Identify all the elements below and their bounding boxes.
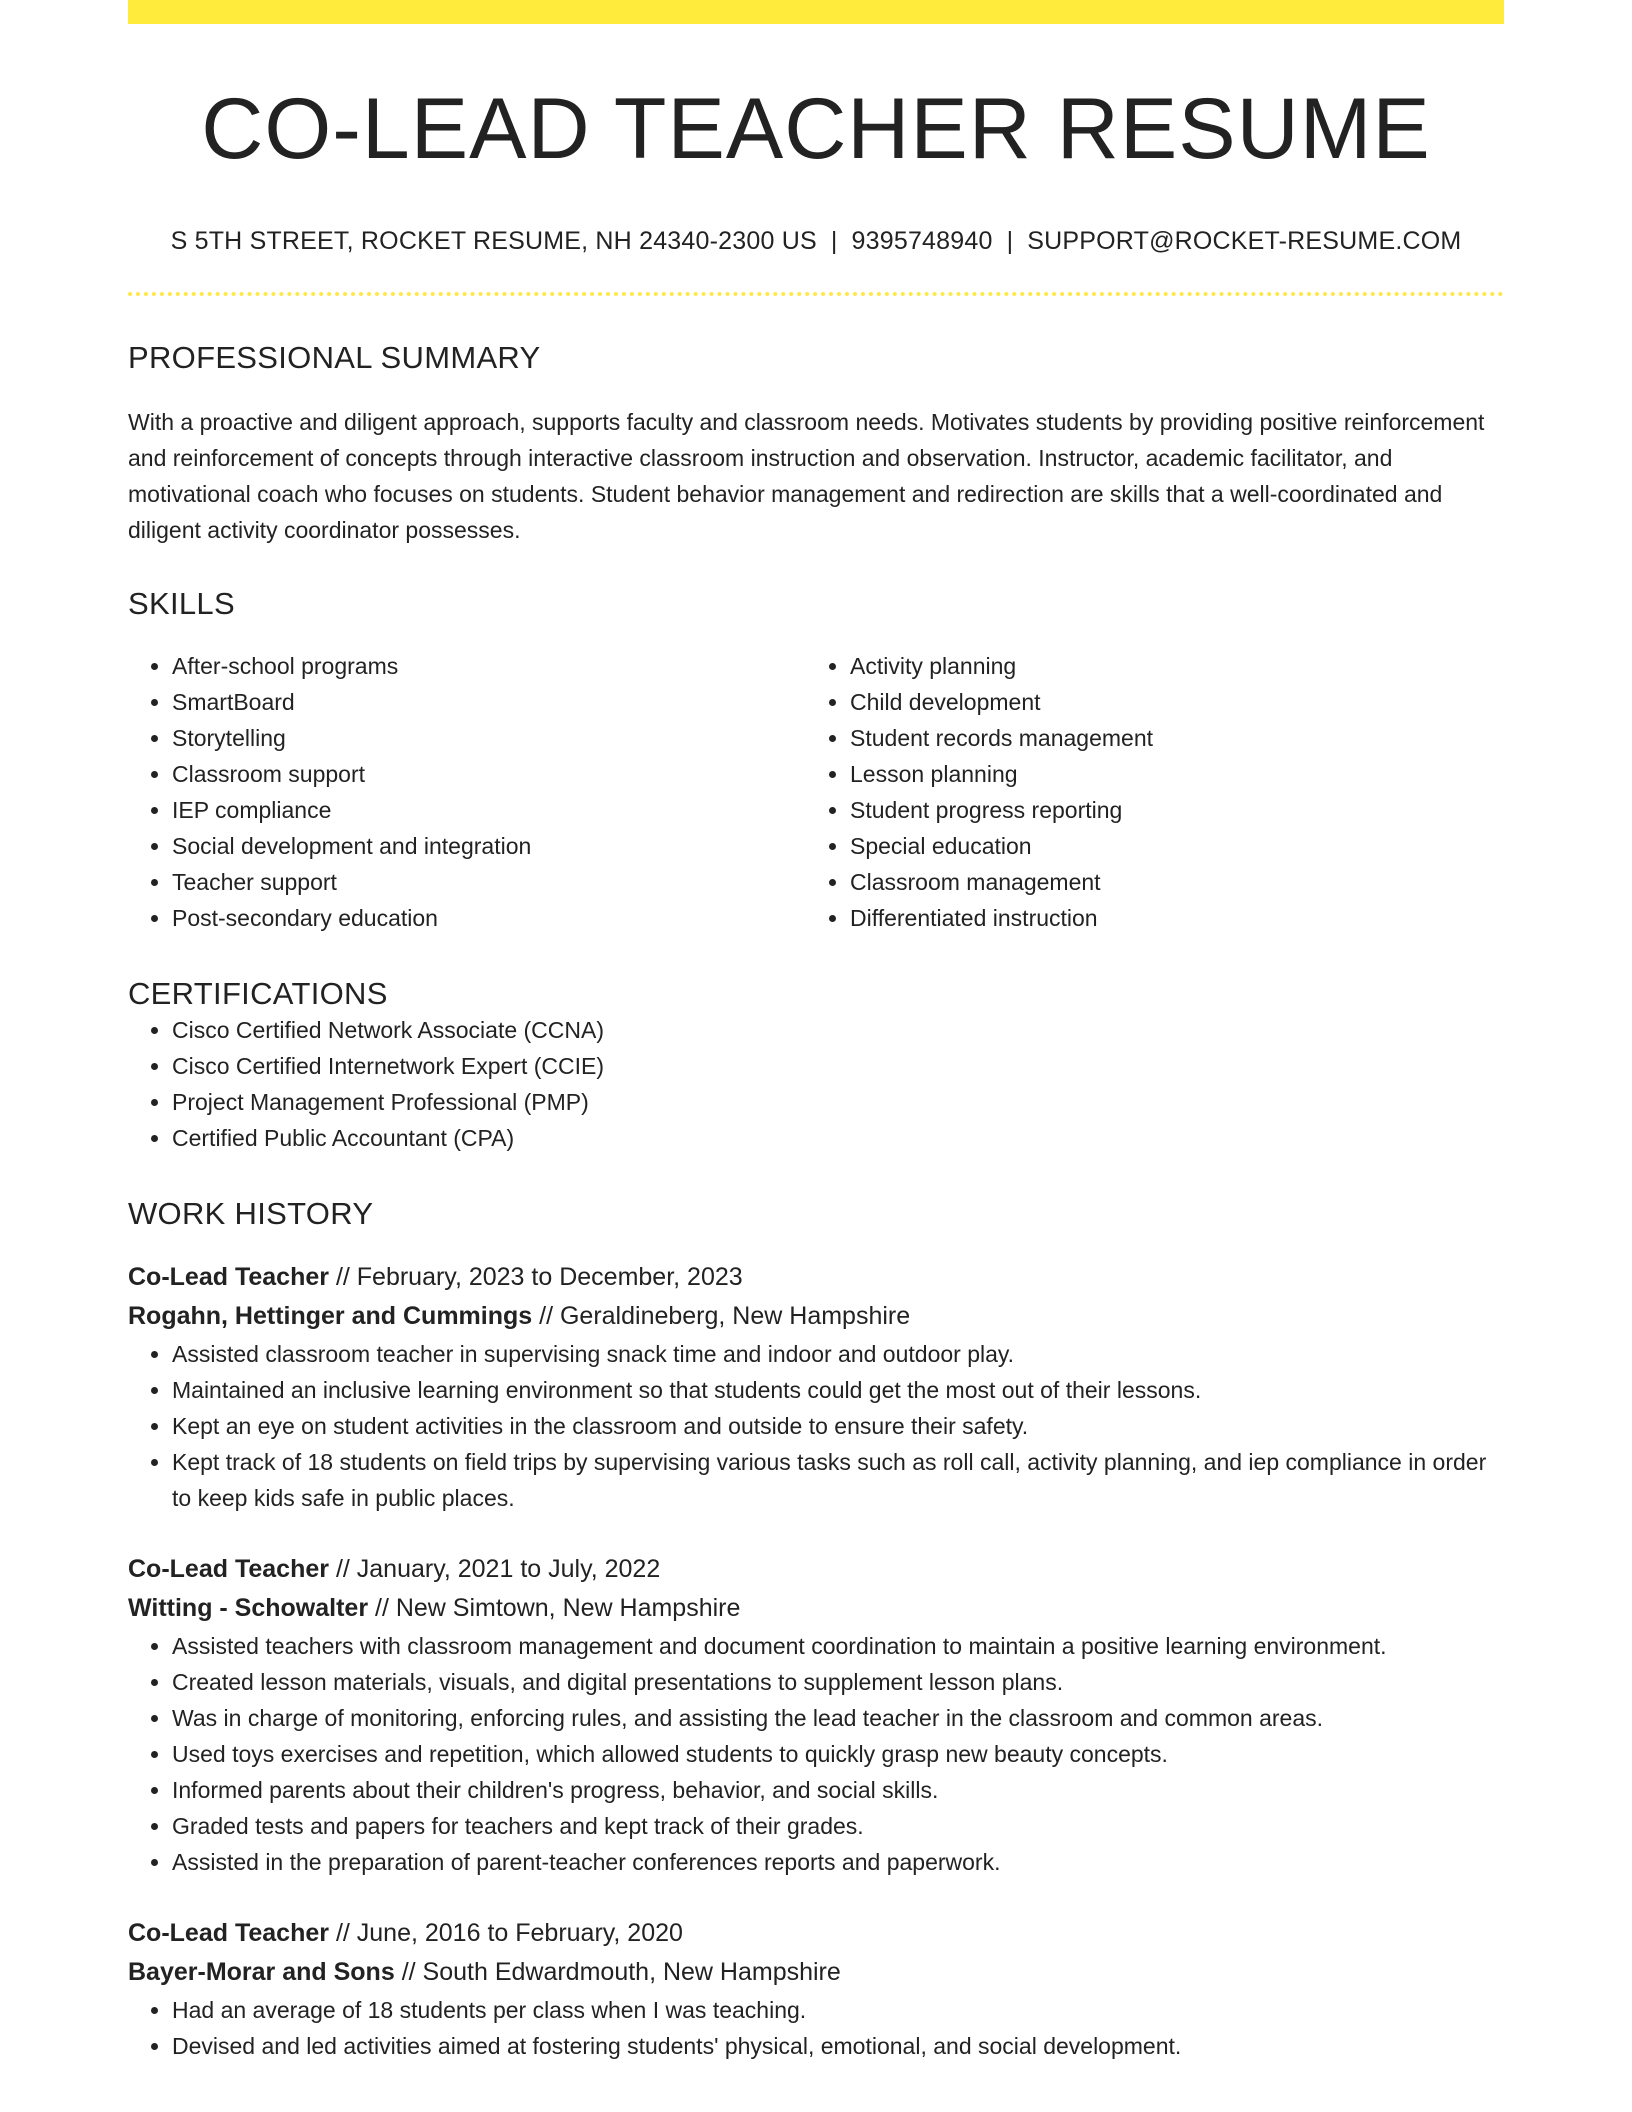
resume-title: CO-LEAD TEACHER RESUME [201, 81, 1431, 177]
contact-email: SUPPORT@ROCKET-RESUME.COM [1027, 226, 1462, 255]
job-bullet: • Kept track of 18 students on field trips by supervising various tasks such as roll call, activity planning, and iep compliance in order to keep kids safe in public places. [172, 1444, 1504, 1516]
summary-heading: PROFESSIONAL SUMMARY [128, 339, 541, 375]
skills-right-list [806, 648, 1484, 936]
contact-phone: 9395748940 [851, 226, 993, 255]
job-bullets [128, 1992, 1504, 2064]
contact-address: S 5TH STREET, ROCKET RESUME, NH 24340-2300 US [170, 226, 817, 255]
skill-item: • Storytelling [172, 720, 806, 756]
contact-line [128, 227, 1504, 256]
contact-separator: | [1006, 226, 1014, 255]
job-dates: // February, 2023 to December, 2023 [335, 1262, 743, 1291]
skill-item: • Social development and integration [172, 828, 806, 864]
job-location: // South Edwardmouth, New Hampshire [401, 1957, 841, 1986]
job-entry [128, 1914, 1504, 2064]
job-bullet: • Kept an eye on student activities in the classroom and outside to ensure their safety. [172, 1408, 1504, 1444]
skills-left-list [128, 648, 806, 936]
job-bullet: • Assisted classroom teacher in supervising snack time and indoor and outdoor play. [172, 1336, 1504, 1372]
job-title-line [128, 1550, 1504, 1589]
job-bullet: • Assisted teachers with classroom management and document coordination to maintain a positive learning environment. [172, 1628, 1504, 1664]
job-bullet: • Graded tests and papers for teachers and kept track of their grades. [172, 1808, 1504, 1844]
skill-item: • Student records management [850, 720, 1484, 756]
certification-item: • Project Management Professional (PMP) [172, 1084, 1504, 1120]
job-bullets [128, 1336, 1504, 1516]
skill-item: • After-school programs [172, 648, 806, 684]
job-title: Co-Lead Teacher [128, 1262, 329, 1291]
work-history-list [128, 1258, 1504, 2064]
skill-item: • IEP compliance [172, 792, 806, 828]
job-bullet: • Maintained an inclusive learning environment so that students could get the most out of their lessons. [172, 1372, 1504, 1408]
certification-item: • Cisco Certified Internetwork Expert (CCIE) [172, 1048, 1504, 1084]
certifications-list [128, 1012, 1504, 1156]
skills-heading: SKILLS [128, 585, 235, 621]
job-company: Bayer-Morar and Sons [128, 1957, 395, 1986]
job-title: Co-Lead Teacher [128, 1554, 329, 1583]
summary-text: With a proactive and diligent approach, supports faculty and classroom needs. Motivates students by providing positive reinforcement and reinforcement of concepts through interactive classroom instruction and observation. Instructor, academic facilitator, and motivational coach who focuses on students. Student behavior management and redirection are skills that a well-coordinated and diligent activity coordinator possesses. [128, 408, 1485, 543]
skill-item: • Differentiated instruction [850, 900, 1484, 936]
skill-item: • Teacher support [172, 864, 806, 900]
dotted-divider [128, 292, 1504, 296]
job-location: // Geraldineberg, New Hampshire [539, 1301, 911, 1330]
job-bullet: • Used toys exercises and repetition, which allowed students to quickly grasp new beauty concepts. [172, 1736, 1504, 1772]
skill-item: • SmartBoard [172, 684, 806, 720]
job-entry [128, 1550, 1504, 1880]
job-company: Witting - Schowalter [128, 1593, 369, 1622]
skill-item: • Child development [850, 684, 1484, 720]
certification-item: • Certified Public Accountant (CPA) [172, 1120, 1504, 1156]
skills-grid [128, 648, 1504, 936]
skill-item: • Student progress reporting [850, 792, 1484, 828]
job-bullet: • Informed parents about their children's progress, behavior, and social skills. [172, 1772, 1504, 1808]
job-company-line [128, 1953, 1504, 1992]
certification-item: • Cisco Certified Network Associate (CCNA) [172, 1012, 1504, 1048]
work-history-heading: WORK HISTORY [128, 1195, 374, 1231]
job-company: Rogahn, Hettinger and Cummings [128, 1301, 533, 1330]
skill-item: • Classroom support [172, 756, 806, 792]
skill-item: • Activity planning [850, 648, 1484, 684]
job-bullet: • Was in charge of monitoring, enforcing rules, and assisting the lead teacher in the classroom and common areas. [172, 1700, 1504, 1736]
accent-top-bar [128, 0, 1504, 24]
job-bullet: • Created lesson materials, visuals, and digital presentations to supplement lesson plans. [172, 1664, 1504, 1700]
job-dates: // June, 2016 to February, 2020 [335, 1918, 683, 1947]
job-bullets [128, 1628, 1504, 1880]
job-company-line [128, 1297, 1504, 1336]
job-title-line [128, 1258, 1504, 1297]
skill-item: • Special education [850, 828, 1484, 864]
certifications-heading: CERTIFICATIONS [128, 975, 388, 1011]
resume-page [128, 0, 1504, 2064]
job-company-line [128, 1589, 1504, 1628]
skill-item: • Lesson planning [850, 756, 1484, 792]
job-bullet: • Devised and led activities aimed at fostering students' physical, emotional, and social development. [172, 2028, 1504, 2064]
contact-separator: | [830, 226, 838, 255]
skill-item: • Post-secondary education [172, 900, 806, 936]
job-dates: // January, 2021 to July, 2022 [335, 1554, 661, 1583]
skill-item: • Classroom management [850, 864, 1484, 900]
job-location: // New Simtown, New Hampshire [375, 1593, 741, 1622]
job-bullet: • Assisted in the preparation of parent-teacher conferences reports and paperwork. [172, 1844, 1504, 1880]
job-title: Co-Lead Teacher [128, 1918, 329, 1947]
job-bullet: • Had an average of 18 students per class when I was teaching. [172, 1992, 1504, 2028]
job-entry [128, 1258, 1504, 1516]
job-title-line [128, 1914, 1504, 1953]
